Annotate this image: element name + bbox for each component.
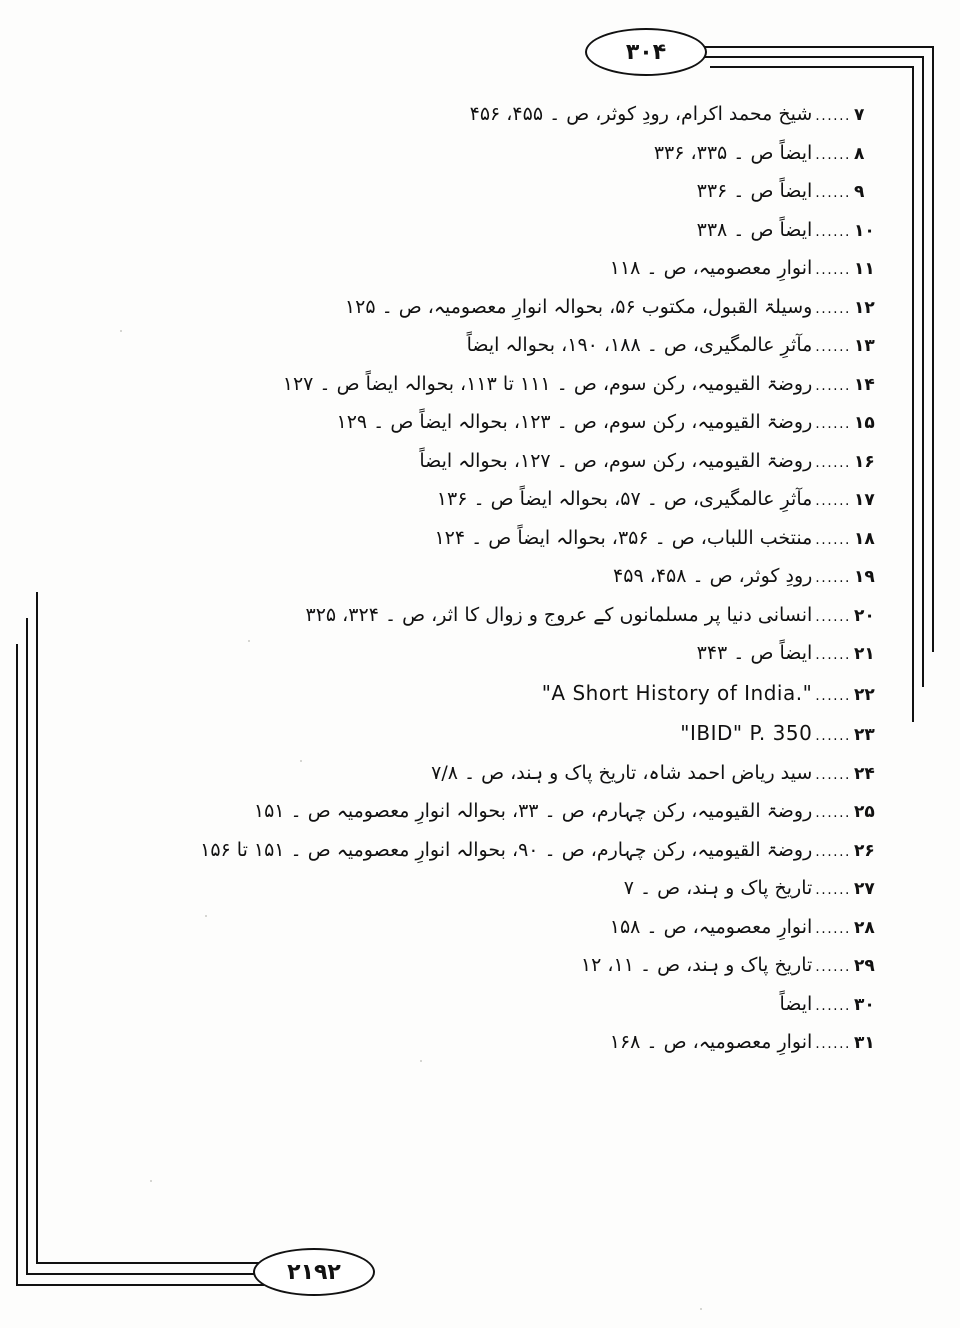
footnote-text: روضۃ القیومیہ، رکن سوم، ص ۔ ۱۲۳، بحوالہ ایضاً ص ۔ ۱۲۹ — [336, 411, 813, 433]
top-border-line-1 — [932, 46, 934, 652]
footnote-text: شیخ محمد اکرام، رودِ کوثر، ص ۔ ۴۵۵، ۴۵۶ — [469, 103, 813, 125]
footnote-item — [60, 639, 880, 668]
footnote-number: ۱۴ — [854, 374, 875, 395]
footnote-text: منتخب اللباب، ص ۔ ۳۵۶، بحوالہ ایضاً ص ۔ ۱۲۴ — [434, 526, 813, 549]
footnote-text: تاریخ پاک و ہند، ص ۔ ۷ — [623, 877, 813, 899]
footnote-item — [60, 216, 880, 245]
footnote-leader-dots: ...... — [815, 805, 851, 821]
footnote-leader-dots: ...... — [815, 223, 851, 240]
footnote-leader-dots: ...... — [815, 377, 851, 394]
footnote-number: ۲۳ — [854, 725, 875, 745]
top-border-line-5 — [700, 56, 924, 58]
footnote-item — [60, 254, 880, 283]
footnote-number: ۱۰ — [854, 220, 875, 241]
footnote-item — [60, 293, 880, 322]
footnote-number: ۲۶ — [854, 840, 875, 861]
scan-speckle — [300, 760, 302, 762]
footnote-text: روضۃ القیومیہ، رکن سوم، ص ۔ ۱۲۷، بحوالہ ایضاً — [419, 449, 813, 472]
footnote-number: ۷ — [854, 105, 865, 125]
scan-speckle — [420, 1060, 422, 1062]
footnote-text: روضۃ القیومیہ، رکن چہارم، ص ۔ ۳۳، بحوالہ انوارِ معصومیہ ص ۔ ۱۵۱ — [253, 800, 813, 822]
footnote-item — [60, 678, 880, 709]
top-border-line-4 — [690, 46, 934, 48]
footnote-leader-dots: ...... — [815, 882, 851, 898]
footnote-item — [60, 990, 880, 1019]
top-border-line-6 — [710, 66, 914, 68]
footnote-number: ۳۰ — [854, 994, 875, 1015]
footnote-number: ۲۷ — [854, 879, 875, 899]
footnote-number: ۱۳ — [854, 336, 875, 356]
footnote-text: ایضاً ص ۔ ۳۳۶ — [696, 180, 813, 202]
footnote-leader-dots: ...... — [815, 1036, 851, 1052]
footnote-leader-dots: ...... — [815, 728, 851, 744]
footnote-text: ایضاً — [779, 992, 813, 1015]
footnote-number: ۲۴ — [854, 763, 875, 784]
bottom-border-line-1 — [36, 592, 38, 1264]
footnote-item — [60, 100, 880, 129]
footnote-number: ۱۶ — [854, 451, 875, 472]
bottom-border-line-6 — [16, 1284, 264, 1286]
page-number-bottom: ۲۱۹۲ — [253, 1248, 375, 1296]
footnote-number: ۲۱ — [854, 644, 875, 664]
footnote-item — [60, 718, 880, 749]
bottom-border-line-4 — [36, 1262, 264, 1264]
footnote-item — [60, 408, 880, 437]
bottom-border-line-5 — [26, 1273, 264, 1275]
footnote-leader-dots: ...... — [815, 997, 851, 1014]
footnote-number: ۲۹ — [854, 956, 875, 976]
footnote-leader-dots: ...... — [815, 146, 851, 163]
footnote-text: ایضاً ص ۔ ۳۴۳ — [696, 642, 813, 664]
footnote-number: ۸ — [854, 143, 865, 164]
footnote-number: ۱۵ — [854, 413, 875, 433]
footnote-text: "A Short History of India." — [541, 680, 813, 705]
footnote-item — [60, 177, 880, 206]
footnote-leader-dots: ...... — [815, 108, 851, 124]
footnote-text: "IBID" P. 350 — [680, 721, 813, 745]
scan-speckle — [205, 915, 207, 917]
footnote-text: مآثرِ عالمگیری، ص ۔ ۱۸۸، ۱۹۰، بحوالہ ایضاً — [466, 334, 813, 356]
footnote-number: ۹ — [854, 182, 865, 202]
footnote-number: ۱۹ — [854, 567, 875, 587]
footnote-text: انوارِ معصومیہ، ص ۔ ۱۱۸ — [609, 257, 813, 279]
footnote-text: انوارِ معصومیہ، ص ۔ ۱۵۸ — [609, 915, 813, 938]
footnote-leader-dots: ...... — [815, 570, 851, 586]
top-border-line-3 — [912, 66, 914, 722]
footnote-item — [60, 601, 880, 630]
footnote-text: ایضاً ص ۔ ۳۳۸ — [696, 218, 813, 241]
footnote-item — [60, 874, 880, 903]
footnote-number: ۱۲ — [854, 297, 875, 318]
footnote-item — [60, 524, 880, 553]
footnote-item — [60, 759, 880, 788]
footnote-text: سید ریاض احمد شاہ، تاریخ پاک و ہند، ص ۔ ۷/۸ — [431, 761, 813, 784]
footnote-leader-dots: ...... — [815, 185, 851, 201]
footnote-number: ۱۷ — [854, 490, 875, 510]
footnote-item — [60, 951, 880, 980]
footnote-leader-dots: ...... — [815, 959, 851, 975]
footnote-text: انوارِ معصومیہ، ص ۔ ۱۶۸ — [609, 1031, 813, 1053]
footnote-number: ۲۵ — [854, 802, 875, 822]
footnote-text: روضۃ القیومیہ، رکن چہارم، ص ۔ ۹۰، بحوالہ انوارِ معصومیہ ص ۔ ۱۵۱ تا ۱۵۶ — [200, 838, 813, 861]
footnote-number: ۱۸ — [854, 528, 875, 549]
footnote-item — [60, 485, 880, 514]
footnote-leader-dots: ...... — [815, 766, 851, 783]
footnote-leader-dots: ...... — [815, 454, 851, 471]
footnote-list — [60, 100, 880, 1067]
footnote-number: ۳۱ — [854, 1033, 875, 1053]
footnote-leader-dots: ...... — [815, 687, 851, 704]
footnote-leader-dots: ...... — [815, 339, 851, 355]
footnote-text: مآثرِ عالمگیری، ص ۔ ۵۷، بحوالہ ایضاً ص ۔ ۱۳۶ — [436, 488, 813, 510]
footnote-number: ۲۲ — [854, 684, 875, 705]
top-border-line-2 — [922, 56, 924, 687]
footnote-item — [60, 797, 880, 826]
footnote-number: ۲۸ — [854, 917, 875, 938]
footnote-item — [60, 370, 880, 399]
footnote-leader-dots: ...... — [815, 920, 851, 937]
footnote-text: تاریخ پاک و ہند، ص ۔ ۱۱، ۱۲ — [580, 954, 813, 976]
footnote-item — [60, 562, 880, 591]
footnote-text: رودِ کوثر، ص ۔ ۴۵۸، ۴۵۹ — [613, 565, 813, 587]
footnote-leader-dots: ...... — [815, 493, 851, 509]
bottom-border-line-2 — [26, 618, 28, 1275]
footnote-text: انسانی دنیا پر مسلمانوں کے عروج و زوال کا اثر، ص ۔ ۳۲۴، ۳۲۵ — [305, 603, 813, 626]
footnote-text: وسیلۃ القبول، مکتوب ۵۶، بحوالہ انوارِ معصومیہ، ص ۔ ۱۲۵ — [344, 295, 813, 318]
footnote-number: ۲۰ — [854, 605, 875, 626]
footnote-leader-dots: ...... — [815, 531, 851, 548]
footnote-leader-dots: ...... — [815, 416, 851, 432]
footnote-leader-dots: ...... — [815, 300, 851, 317]
page-number-top: ۳۰۴ — [585, 28, 707, 76]
bottom-border-line-3 — [16, 644, 18, 1286]
scan-speckle — [700, 1308, 702, 1310]
footnote-text: ایضاً ص ۔ ۳۳۵، ۳۳۶ — [653, 141, 813, 164]
footnote-number: ۱۱ — [854, 259, 875, 279]
footnote-text: روضۃ القیومیہ، رکن سوم، ص ۔ ۱۱۱ تا ۱۱۳، بحوالہ ایضاً ص ۔ ۱۲۷ — [282, 372, 813, 395]
footnote-item — [60, 447, 880, 476]
scan-speckle — [248, 640, 250, 642]
footnote-item — [60, 331, 880, 360]
scan-speckle — [120, 330, 122, 332]
footnote-item — [60, 836, 880, 865]
footnote-leader-dots: ...... — [815, 262, 851, 278]
footnote-item — [60, 913, 880, 942]
footnote-item — [60, 1028, 880, 1057]
footnote-leader-dots: ...... — [815, 608, 851, 625]
footnote-item — [60, 139, 880, 168]
footnote-leader-dots: ...... — [815, 843, 851, 860]
footnote-leader-dots: ...... — [815, 647, 851, 663]
scan-speckle — [150, 1180, 152, 1182]
